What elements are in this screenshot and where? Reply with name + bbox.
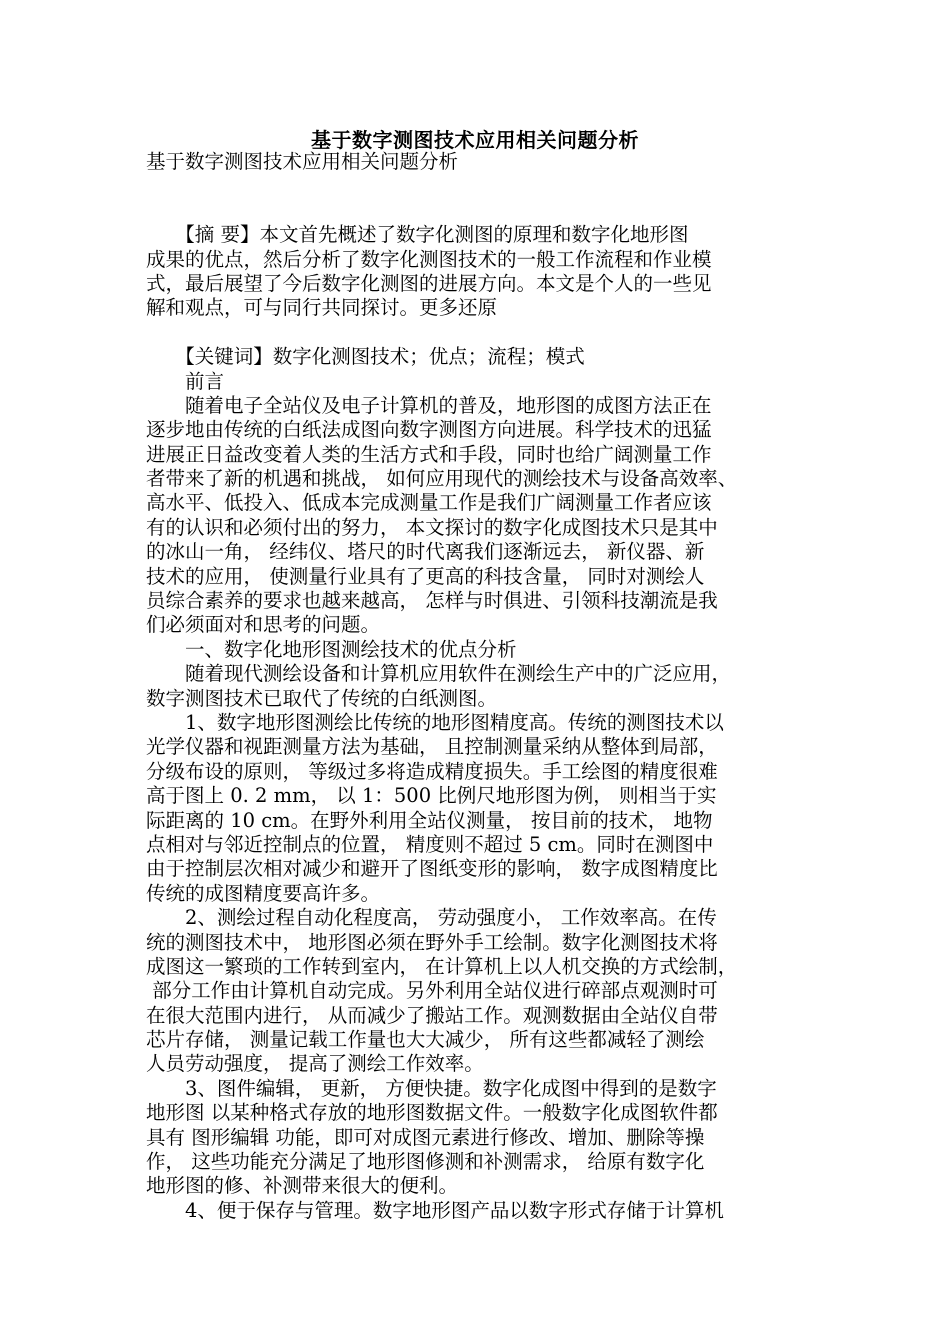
paragraph-line: 2、测绘过程自动化程度高， 劳动强度小， 工作效率高。在传 (146, 906, 717, 930)
paragraph-line: 逐步地由传统的白纸法成图向数字测图方向进展。科学技术的迅猛 (146, 418, 712, 442)
paragraph-line: 统的测图技术中， 地形图必须在野外手工绘制。数字化测图技术将 (146, 930, 718, 954)
paragraph-line: 有的认识和必须付出的努力， 本文探讨的数字化成图技术只是其中 (146, 515, 718, 539)
paragraph-line: 分级布设的原则， 等级过多将造成精度损失。手工绘图的精度很难 (146, 759, 718, 783)
blank-line (146, 321, 816, 345)
paragraph-line: 3、图件编辑， 更新， 方便快捷。数字化成图中得到的是数字 (146, 1076, 717, 1100)
paragraph-line: 高水平、低投入、低成本完成测量工作是我们广阔测量工作者应该 (146, 491, 712, 515)
paragraph-line: 作， 这些功能充分满足了地形图修测和补测需求， 给原有数字化 (146, 1150, 705, 1174)
paragraph-line: 技术的应用， 使测量行业具有了更高的科技含量， 同时对测绘人 (146, 564, 705, 588)
paragraph-line: 成图这一繁琐的工作转到室内， 在计算机上以人机交换的方式绘制， (146, 954, 738, 978)
paragraph-line: 一、数字化地形图测绘技术的优点分析 (146, 637, 517, 661)
paragraph-line: 光学仪器和视距测量方法为基础， 且控制测量采纳从整体到局部， (146, 735, 718, 759)
paragraph-line: 【摘 要】本文首先概述了数字化测图的原理和数字化地形图 (146, 223, 689, 247)
paragraph-line: 1、数字地形图测绘比传统的地形图精度高。传统的测图技术以 (146, 710, 724, 734)
paragraph-line: 在很大范围内进行， 从而减少了搬站工作。观测数据由全站仪自带 (146, 1003, 718, 1027)
paragraph-line: 高于图上 0. 2 mm， 以 1：500 比例尺地形图为例， 则相当于实 (146, 784, 717, 808)
paragraph-line: 随着电子全站仪及电子计算机的普及，地形图的成图方法正在 (146, 393, 712, 417)
paragraph-line: 随着现代测绘设备和计算机应用软件在测绘生产中的广泛应用， (146, 662, 732, 686)
paragraph-line: 4、便于保存与管理。数字地形图产品以数字形式存储于计算机 (146, 1198, 724, 1222)
paragraph-line: 具有 图形编辑 功能，即可对成图元素进行修改、增加、删除等操 (146, 1125, 705, 1149)
paragraph-line: 者带来了新的机遇和挑战， 如何应用现代的测绘技术与设备高效率、 (146, 467, 738, 491)
document-body (146, 150, 816, 1223)
paragraph-line: 成果的优点，然后分析了数字化测图技术的一般工作流程和作业模 (146, 247, 712, 271)
paragraph-line: 点相对与邻近控制点的位置， 精度则不超过 5 cm。同时在测图中 (146, 832, 714, 856)
paragraph-line: 解和观点，可与同行共同探讨。更多还原 (146, 296, 498, 320)
paragraph-line: 地形图的修、补测带来很大的便利。 (146, 1174, 459, 1198)
paragraph-line: 由于控制层次相对减少和避开了图纸变形的影响， 数字成图精度比 (146, 857, 718, 881)
paragraph-line: 们必须面对和思考的问题。 (146, 613, 381, 637)
paragraph-line: 人员劳动强度， 提高了测绘工作效率。 (146, 1052, 484, 1076)
paragraph-line: 员综合素养的要求也越来越高， 怎样与时俱进、引领科技潮流是我 (146, 589, 718, 613)
paragraph-line: 式，最后展望了今后数字化测图的进展方向。本文是个人的一些见 (146, 271, 712, 295)
document-subtitle: 基于数字测图技术应用相关问题分析 (146, 150, 459, 173)
blank-line (146, 199, 816, 223)
paragraph-line: 地形图 以某种格式存放的地形图数据文件。一般数字化成图软件都 (146, 1101, 718, 1125)
paragraph-line: 前言 (146, 369, 225, 393)
paragraph-line: 数字测图技术已取代了传统的白纸测图。 (146, 686, 498, 710)
paragraph-line: 际距离的 10 cm。在野外利用全站仪测量， 按目前的技术， 地物 (146, 808, 713, 832)
blank-line (146, 174, 816, 198)
document-title: 基于数字测图技术应用相关问题分析 (311, 128, 639, 152)
paragraph-line: 【关键词】数字化测图技术；优点；流程；模式 (146, 345, 585, 369)
paragraph-line: 传统的成图精度要高许多。 (146, 881, 381, 905)
paragraph-line: 部分工作由计算机自动完成。另外利用全站仪进行碎部点观测时可 (146, 979, 718, 1003)
paragraph-line: 进展正日益改变着人类的生活方式和手段，同时也给广阔测量工作 (146, 442, 712, 466)
paragraph-line: 芯片存储， 测量记载工作量也大大减少， 所有这些都减轻了测绘 (146, 1028, 705, 1052)
paragraph-line: 的冰山一角， 经纬仪、塔尺的时代离我们逐渐远去， 新仪器、新 (146, 540, 705, 564)
